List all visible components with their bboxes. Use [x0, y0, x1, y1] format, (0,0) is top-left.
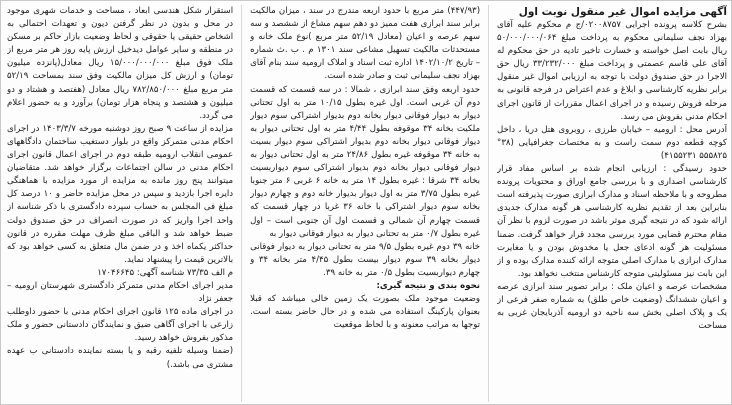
- article-125-paragraph: در اجرای ماده ۱۲۵ قانون اجرای احکام مدنی با حضور داوطلب زارعی با اجرای آگاهی ضیق و نمایندگان دادستانی حضور و ملک مذکور بفروش خواهد رسید.: [7, 307, 234, 344]
- case-paragraph: بشرح کلاسه پرونده اجرایی ۰۲۰۰۸۷۵۷/ج م محکوم علیه آقای بهزاد نجف سلیمانی محکوم به پرداخت مبلغ ۵۰/۰۰۰/۰۰۰/۰۶۴ ریال بابت اصل خواسته و خسارت تاخیر تادیه در حق محکوم له آقای علی قاسم عصمتی و پرداخت مبلغ ۳۳/۲۳۲/۰۰۰ ریال حق الاجرا در حق صندوق دولت با توجه به ارزیابی اموال غیر منقول برابر نظریه کارشناسی و ابلاغ و عدم اعتراض در فرجه قانونی به مرحله فروش رسیده و در اجرای اعمال مقررات از قانون اجرای احکام مدنی بفروش می رسد.: [497, 20, 727, 122]
- boundaries-continued-paragraph: خانه ۳۹ دوم غیره بطول ۹/۵ متر به تحتانی دیوار به دیوار فوقانی دیوار بخانه ۳۹ سوم دیوار بیست بطول ۴/۴۵ متر بخانه ۳۴ و چهارم دیواربسیت بطول ۰/۵ متر به خانه ۳۹.: [250, 241, 481, 278]
- valuation-paragraph: استقرار شکل هندسی ابعاد ، مساحت و خدمات شهری موجود در محل و بدون در نظر گرفتن دیون و تعهدات احتمالی به اشخاص حقیقی یا حقوقی و لحاظ وضعیت بازار حاکم بر مسکن در منطقه و سایر عوامل دیدخیل ارزش پایه روز هر متر مربع از ملک فوق مبلغ ۱۵/۰۰۰/۰۰۰/۰۰۰ ریال معادل(پانزده میلیون تومان) و ارزش کل میزان مالکیت وفق سند بمساحت ۵۲/۱۹ متر مربع مبلغ ۷۸۲/۸۵۰/۰۰۰ ریال معادل (هفتصد و هشتاد و دو میلیون و هشتصد و پنجاه هزار تومان) برآورد و به حضور اعلام می گردد.: [7, 6, 234, 121]
- notice-columns: [7, 5, 727, 402]
- column-divider: [488, 5, 489, 402]
- property-spec-paragraph: مشخصات عرصه و اعیان ملک : برابر تصویر سند ابرازی عرصه و اعیان ششدانگ (وضعیت خاص طلق) به شماره صفر فرعی از یک و پلاک اصلی بخش سه ناحیه دو ارومیه آذربایجان غربی به مساحت: [497, 281, 727, 332]
- closing-note: (ضمنا وسیله تلفیه رقبه و یا بسته نماینده دادستانی ب عهده مشتری می باشد.): [7, 346, 234, 370]
- address-paragraph: آدرس محل : ارومیه – خیابان طرزی ، روبروی هتل دریا ، داخل کوچه قطعه دوم سمت راست و به مختصات جغرافیایی (۳۸° ۵۵۵۸۲۵ ۴۱۵۵۲۳۱): [497, 124, 727, 161]
- conclusion-paragraph: وضعیت موجود ملک بصورت یک زمین خالی میباشد که قبلا بعنوان پارکینگ استفاده می شده و در حال حاضر بسته است. توجها به مراتب معنونه و با لحاظ موقعیت: [250, 294, 481, 331]
- column-divider: [241, 5, 242, 402]
- column-left: [7, 5, 233, 402]
- boundaries-paragraph: حدود اربعه وفق سند ابرازی ، شمالا : در سه قسمت که قسمت دوم آن غربی است. اول غیره بطول ۱۰/۱۵ متر به اول تحتانی دیوار به دیوار فوقانی دیوار بخانه دوم بدیوار اشتراکی سوم دیوار ملکیت بخانه ۳۴ موقوفه بطول ۴/۴۴ متر به اول تحتانی دیوار به دیوار فوقانی دیوار بخانه دوم بدیوار اشتراکی سوم دیوار بسیت به خانه ۳۴ موقوفه غیره بطول ۲۴/۸۶ متر به اول تحتانی دیوار به دیوار فوقانی دیوار بخانه دوم بدیوار اشتراکی سوم دیواربسیت بخانه ۳۴ شرقا : غیره بطول ۱۴ متر به خانه ۶ غربی ۶ متر جنوبا غیره بطول ۳/۷۵ متر به اول دیوار بدیوار خانه دوم و چهارم دیوار بخانه سوم دیوار اشتراکی با خانه ۳۶ غربا در چهار قسمت که قسمت چهارم آن شمالی و قسمت اول آن جنوبی است – اول غیره بطول ۰/۷ متر به تحتانی دیوار به دیوار فوقانی دیوار به: [250, 84, 481, 239]
- auction-terms-paragraph: مزایده از ساعت ۹ صبح روز دوشنبه مورخه ۱۴۰۳/۳/۷ در اجرای احکام مدنی متمرکز واقع در بلوار دستغیب ساختمان دادگاههای عمومی انقلاب ارومیه طبقه دوم در اجرای اعمال قانون اجرای احکام مدنی در سالن اجتماعات برگزار خواهد شد. متقاضیان میتوانند پنج روز مانده به مزایده از مورد مزایده با هماهنگی دایره اجرا بازدید و سپس در محل مزایده حاضر و ۱۰ درصد کل مبلغ فی المجلس به حساب سپرده دادگستری با ذکر شناسه از واحد اجرا واریز که در صورت انصراف در حق صندوق دولت ضبط خواهد شد و الباقی مبلغ ظرف مهلت مقرره در قانون حداکثر یکماه اخذ و در ضمن مال متعلق به کسی خواهد بود که بالاترین قیمت را پیشنهاد نماید.: [7, 123, 234, 265]
- notice-title: آگهی مزایده اموال غیر منقول نوبت اول: [518, 6, 727, 18]
- area-ownership-paragraph: (۴۴۷/۹۳) متر مربع با حدود اربعه مندرج در سند ، میزان مالکیت برابر سند ابرازی هفت ممیز دو دهم سهم مشاع از ششصد و سه سهم عرصه و اعیان (معادل ۵۲/۱۹ متر مربع )نوع ملک خانه و مستحدثات مالکیت تسهیل مشاعی سند ۱۳۰۱ م . ب .ث شماره – تاریخ ۱۴۰۲/۱۰/۲ اداره ثبت اسناد و املاک ارومیه سند بنام آقای بهزاد نجف سلیمانی ثبت و صادر شده است.: [250, 6, 481, 82]
- conclusion-heading: نحوه بندی و نتیجه گیری:: [376, 280, 481, 291]
- column-right: [497, 5, 727, 402]
- signatory: مدیر اجرای احکام مدنی متمرکز دادگستری شهرستان ارومیه – جعفر نژاد: [7, 280, 234, 305]
- notice-id: م الف ۷۳/۳۵ شناسه آگهی: ۱۷۰۴۶۶۴۵: [97, 267, 234, 278]
- review-scope-paragraph: حدود رسیدگی : ارزیابی انجام شده بر اساس مفاد قرار کارشناسی اصداری و با بررسی جامع اوراق و محتویات پرونده مطروحه و با ملاحظه اسناد و مدارک ابرازی صورت پذیرفته است بنابراین بعد از تقدیم نظریه کارشناسی هر گونه مدارک جدیدی ارائه شود که در نتیجه گیری موثر باشد در صورت لزوم با نظر آن مقام محترم قضایی مورد بررسی مجدد قرار خواهد گرفت. ضمنا مسئولیت هر گونه ادعای جعل یا مخدوش بودن و یا مغایرت مدارک ابرازی با مدارک اصلی متوجه ارائه کننده مدارک بوده و از این بابت نیز مسئولیتی متوجه کارشناس منتخب نخواهد بود.: [497, 164, 727, 279]
- column-middle: [250, 5, 480, 402]
